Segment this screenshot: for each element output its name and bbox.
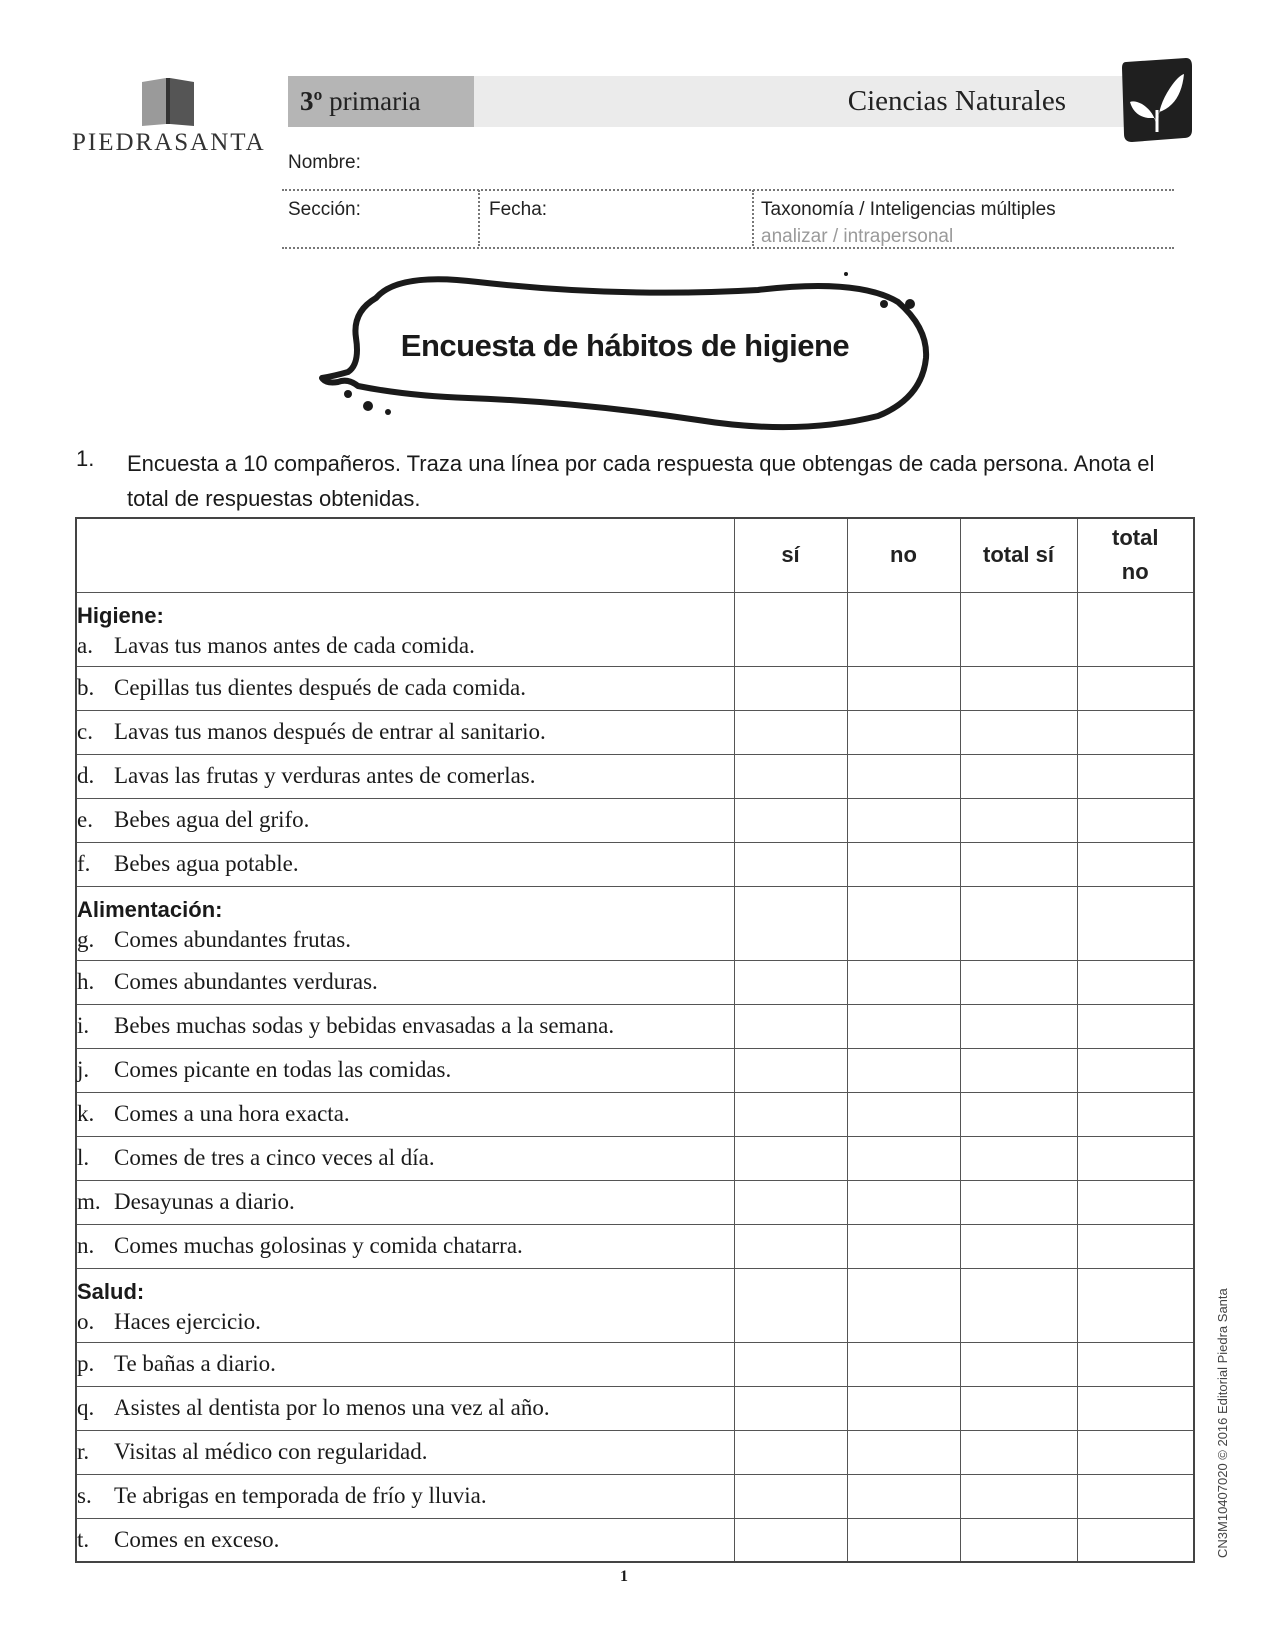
survey-table xyxy=(75,517,1195,1563)
question-text: Cepillas tus dientes después de cada comida. xyxy=(114,675,526,700)
answer-cell-si[interactable] xyxy=(734,1518,847,1562)
publisher-name: PIEDRASANTA xyxy=(72,129,266,156)
section-date-line[interactable] xyxy=(282,247,1174,249)
total-cell-no[interactable] xyxy=(1077,754,1194,798)
question-text: Lavas tus manos antes de cada comida. xyxy=(114,633,475,658)
table-row xyxy=(76,960,1194,1004)
question-letter: e. xyxy=(77,807,93,832)
name-label: Nombre: xyxy=(288,152,361,173)
divider xyxy=(752,190,754,246)
total-cell-no[interactable] xyxy=(1077,710,1194,754)
date-label: Fecha: xyxy=(489,199,548,220)
table-row xyxy=(76,592,1194,666)
total-cell-si[interactable] xyxy=(960,1048,1077,1092)
question-text: Comes de tres a cinco veces al día. xyxy=(114,1145,435,1170)
table-header-blank xyxy=(76,518,734,592)
total-cell-si[interactable] xyxy=(960,842,1077,886)
total-cell-si[interactable] xyxy=(960,1342,1077,1386)
total-cell-si[interactable] xyxy=(960,798,1077,842)
table-row xyxy=(76,1180,1194,1224)
survey-question xyxy=(76,1518,734,1562)
table-row xyxy=(76,886,1194,960)
table-row xyxy=(76,1386,1194,1430)
answer-cell-no[interactable] xyxy=(847,1180,960,1224)
instruction-number: 1. xyxy=(76,446,95,471)
column-header: no xyxy=(847,518,960,592)
survey-question xyxy=(76,1004,734,1048)
question-letter: b. xyxy=(77,675,95,700)
answer-cell-no[interactable] xyxy=(847,754,960,798)
taxonomy-value: analizar / intrapersonal xyxy=(761,226,954,247)
total-cell-si[interactable] xyxy=(960,1180,1077,1224)
survey-question xyxy=(76,960,734,1004)
total-cell-no[interactable] xyxy=(1077,1474,1194,1518)
answer-cell-si[interactable] xyxy=(734,1048,847,1092)
total-cell-no[interactable] xyxy=(1077,798,1194,842)
question-text: Bebes agua potable. xyxy=(114,851,299,876)
total-cell-si[interactable] xyxy=(960,666,1077,710)
total-cell-si[interactable] xyxy=(960,754,1077,798)
question-letter: c. xyxy=(77,719,93,744)
answer-cell-no[interactable] xyxy=(847,1004,960,1048)
question-text: Comes en exceso. xyxy=(114,1526,280,1552)
question-letter: j. xyxy=(77,1057,90,1082)
total-cell-si[interactable] xyxy=(960,1430,1077,1474)
answer-cell-no[interactable] xyxy=(847,842,960,886)
total-cell-no[interactable] xyxy=(1077,1430,1194,1474)
grade-level: primaria xyxy=(329,86,421,116)
answer-cell-no[interactable] xyxy=(847,1518,960,1562)
total-cell-no[interactable] xyxy=(1077,1224,1194,1268)
column-header: total sí xyxy=(960,518,1077,592)
survey-question xyxy=(76,842,734,886)
section-title: Salud: xyxy=(77,1279,145,1304)
answer-cell-no[interactable] xyxy=(847,1342,960,1386)
answer-cell-no[interactable] xyxy=(847,1092,960,1136)
section-label: Sección: xyxy=(288,199,361,220)
survey-question xyxy=(76,1224,734,1268)
total-cell-no[interactable] xyxy=(1077,1518,1194,1562)
question-text: Bebes agua del grifo. xyxy=(114,807,310,832)
answer-cell-no[interactable] xyxy=(847,666,960,710)
answer-cell-si[interactable] xyxy=(734,592,847,666)
question-letter: n. xyxy=(77,1233,95,1258)
total-cell-si[interactable] xyxy=(960,1224,1077,1268)
table-row xyxy=(76,1342,1194,1386)
question-text: Comes a una hora exacta. xyxy=(114,1101,350,1126)
question-text: Comes picante en todas las comidas. xyxy=(114,1057,452,1082)
total-cell-no[interactable] xyxy=(1077,666,1194,710)
table-row xyxy=(76,842,1194,886)
table-row xyxy=(76,1048,1194,1092)
divider xyxy=(478,190,480,246)
total-cell-si[interactable] xyxy=(960,1136,1077,1180)
total-cell-si[interactable] xyxy=(960,710,1077,754)
answer-cell-no[interactable] xyxy=(847,1136,960,1180)
question-text: Lavas tus manos después de entrar al sanitario. xyxy=(114,719,546,744)
question-letter: m. xyxy=(77,1189,101,1214)
open-book-icon xyxy=(140,76,198,128)
answer-cell-no[interactable] xyxy=(847,1048,960,1092)
table-row xyxy=(76,1136,1194,1180)
survey-question xyxy=(76,754,734,798)
question-text: Bebes muchas sodas y bebidas envasadas a la semana. xyxy=(114,1013,615,1038)
grade-subject-bar xyxy=(288,76,1126,127)
total-cell-no[interactable] xyxy=(1077,960,1194,1004)
total-cell-no[interactable] xyxy=(1077,842,1194,886)
answer-cell-si[interactable] xyxy=(734,1430,847,1474)
survey-question xyxy=(76,798,734,842)
survey-question xyxy=(76,1474,734,1518)
table-row xyxy=(76,1224,1194,1268)
table-row xyxy=(76,666,1194,710)
question-letter: p. xyxy=(77,1351,95,1376)
question-letter: h. xyxy=(77,969,95,994)
column-header: sí xyxy=(734,518,847,592)
total-cell-si[interactable] xyxy=(960,1474,1077,1518)
answer-cell-no[interactable] xyxy=(847,1268,960,1342)
page-number: 1 xyxy=(620,1568,628,1585)
answer-cell-si[interactable] xyxy=(734,1180,847,1224)
total-cell-no[interactable] xyxy=(1077,1136,1194,1180)
table-row xyxy=(76,1092,1194,1136)
answer-cell-no[interactable] xyxy=(847,886,960,960)
answer-cell-no[interactable] xyxy=(847,1224,960,1268)
answer-cell-si[interactable] xyxy=(734,1386,847,1430)
question-text: Comes abundantes verduras. xyxy=(114,969,378,994)
total-cell-no[interactable] xyxy=(1077,1268,1194,1342)
survey-question xyxy=(76,666,734,710)
total-cell-no[interactable] xyxy=(1077,1092,1194,1136)
answer-cell-no[interactable] xyxy=(847,1386,960,1430)
question-letter: t. xyxy=(77,1526,90,1552)
question-letter: r. xyxy=(77,1439,90,1464)
table-row xyxy=(76,1474,1194,1518)
question-letter: o. xyxy=(77,1309,95,1334)
answer-cell-no[interactable] xyxy=(847,592,960,666)
question-text: Haces ejercicio. xyxy=(114,1309,261,1334)
total-cell-si[interactable] xyxy=(960,1004,1077,1048)
answer-cell-si[interactable] xyxy=(734,1004,847,1048)
survey-question xyxy=(76,1268,734,1342)
question-letter: q. xyxy=(77,1395,95,1420)
question-text: Te abrigas en temporada de frío y lluvia. xyxy=(114,1483,487,1508)
leaf-icon xyxy=(1118,58,1194,144)
survey-question xyxy=(76,1048,734,1092)
total-cell-si[interactable] xyxy=(960,886,1077,960)
answer-cell-si[interactable] xyxy=(734,1136,847,1180)
answer-cell-si[interactable] xyxy=(734,1268,847,1342)
question-text: Desayunas a diario. xyxy=(114,1189,295,1214)
total-cell-no[interactable] xyxy=(1077,592,1194,666)
grade-number: 3º xyxy=(300,86,323,116)
table-row xyxy=(76,1268,1194,1342)
page-title: Encuesta de hábitos de higiene xyxy=(400,328,850,363)
total-cell-si[interactable] xyxy=(960,1386,1077,1430)
total-cell-no[interactable] xyxy=(1077,886,1194,960)
survey-question xyxy=(76,592,734,666)
question-letter: s. xyxy=(77,1483,92,1508)
question-text: Visitas al médico con regularidad. xyxy=(114,1439,428,1464)
question-text: Te bañas a diario. xyxy=(114,1351,276,1376)
total-cell-si[interactable] xyxy=(960,960,1077,1004)
question-text: Lavas las frutas y verduras antes de comerlas. xyxy=(114,763,536,788)
answer-cell-si[interactable] xyxy=(734,886,847,960)
answer-cell-no[interactable] xyxy=(847,1474,960,1518)
table-header-row xyxy=(76,518,1194,592)
survey-question xyxy=(76,1430,734,1474)
answer-cell-no[interactable] xyxy=(847,1430,960,1474)
answer-cell-si[interactable] xyxy=(734,666,847,710)
grade-box xyxy=(288,76,474,127)
total-cell-no[interactable] xyxy=(1077,1342,1194,1386)
total-cell-si[interactable] xyxy=(960,592,1077,666)
question-text: Asistes al dentista por lo menos una vez al año. xyxy=(114,1395,550,1420)
answer-cell-si[interactable] xyxy=(734,1342,847,1386)
question-text: Comes abundantes frutas. xyxy=(114,927,351,952)
answer-cell-no[interactable] xyxy=(847,960,960,1004)
instruction-text: Encuesta a 10 compañeros. Traza una línea por cada respuesta que obtengas de cada persona. Anota el total de respuestas obtenidas. xyxy=(127,451,1155,511)
survey-question xyxy=(76,1386,734,1430)
answer-cell-si[interactable] xyxy=(734,960,847,1004)
total-cell-no[interactable] xyxy=(1077,1386,1194,1430)
total-cell-si[interactable] xyxy=(960,1518,1077,1562)
table-row xyxy=(76,710,1194,754)
copyright-notice: CN3M10407020 © 2016 Editorial Piedra Santa xyxy=(1215,1288,1230,1558)
question-letter: d. xyxy=(77,763,95,788)
section-title: Higiene: xyxy=(77,603,164,628)
question-letter: i. xyxy=(77,1013,90,1038)
total-cell-no[interactable] xyxy=(1077,1180,1194,1224)
survey-question xyxy=(76,1342,734,1386)
answer-cell-no[interactable] xyxy=(847,798,960,842)
column-header: total no xyxy=(1077,518,1194,592)
table-row xyxy=(76,798,1194,842)
survey-question xyxy=(76,1092,734,1136)
question-letter: a. xyxy=(77,633,93,658)
survey-question xyxy=(76,1136,734,1180)
table-row xyxy=(76,1430,1194,1474)
answer-cell-si[interactable] xyxy=(734,754,847,798)
answer-cell-si[interactable] xyxy=(734,1092,847,1136)
answer-cell-si[interactable] xyxy=(734,842,847,886)
total-cell-no[interactable] xyxy=(1077,1048,1194,1092)
question-letter: l. xyxy=(77,1145,90,1170)
answer-cell-si[interactable] xyxy=(734,1474,847,1518)
total-cell-no[interactable] xyxy=(1077,1004,1194,1048)
publisher-logo xyxy=(70,74,270,164)
survey-question xyxy=(76,710,734,754)
table-row xyxy=(76,754,1194,798)
table-row xyxy=(76,1518,1194,1562)
answer-cell-si[interactable] xyxy=(734,1224,847,1268)
answer-cell-si[interactable] xyxy=(734,798,847,842)
total-cell-si[interactable] xyxy=(960,1092,1077,1136)
answer-cell-si[interactable] xyxy=(734,710,847,754)
question-letter: k. xyxy=(77,1101,95,1126)
total-cell-si[interactable] xyxy=(960,1268,1077,1342)
question-letter: g. xyxy=(77,927,95,952)
name-line[interactable] xyxy=(282,189,1174,191)
survey-question xyxy=(76,1180,734,1224)
taxonomy-label: Taxonomía / Inteligencias múltiples xyxy=(761,199,1056,220)
question-text: Comes muchas golosinas y comida chatarra. xyxy=(114,1233,523,1258)
table-row xyxy=(76,1004,1194,1048)
survey-question xyxy=(76,886,734,960)
question-letter: f. xyxy=(77,851,91,876)
subject-title: Ciencias Naturales xyxy=(847,85,1066,117)
answer-cell-no[interactable] xyxy=(847,710,960,754)
section-title: Alimentación: xyxy=(77,897,223,922)
